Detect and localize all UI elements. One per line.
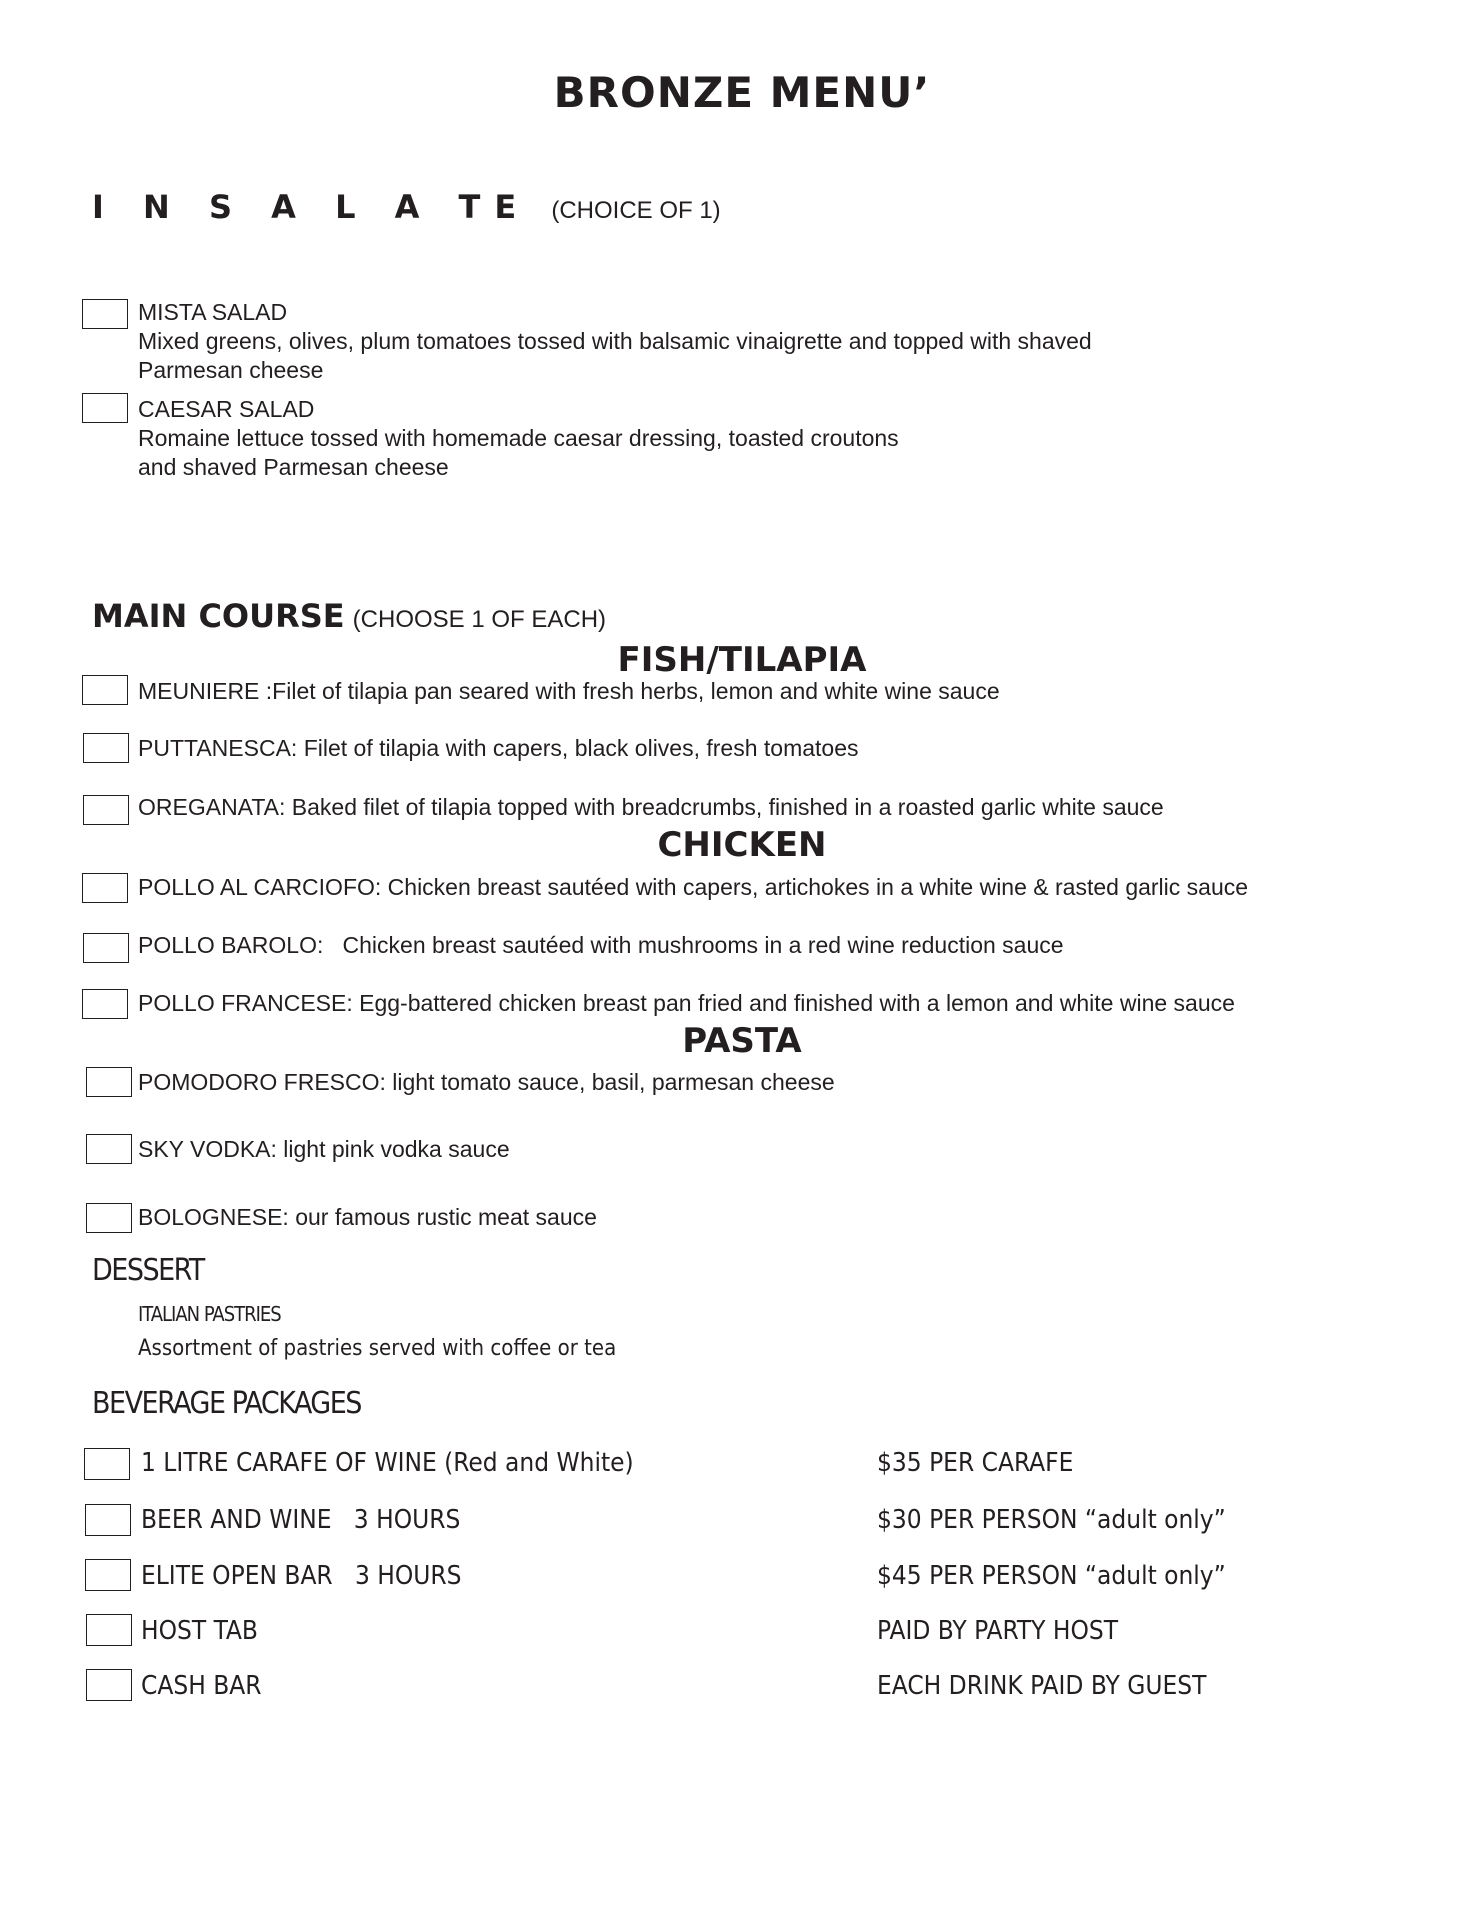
- meuniere-checkbox[interactable]: [82, 675, 128, 705]
- caesar-salad-desc-2: and shaved Parmesan cheese: [138, 454, 449, 480]
- insalate-subheading: (CHOICE OF 1): [551, 197, 721, 224]
- beverage-packages-heading: BEVERAGE PACKAGES: [92, 1386, 361, 1421]
- fish-category-heading: FISH/TILAPIA: [617, 640, 867, 680]
- beer-wine-name: BEER AND WINE 3 HOURS: [141, 1505, 461, 1535]
- mista-salad-item: [138, 298, 1092, 385]
- page-title: BRONZE MENU’: [553, 68, 931, 117]
- dessert-item-name: ITALIAN PASTRIES: [138, 1302, 281, 1326]
- meuniere-item: MEUNIERE :Filet of tilapia pan seared with fresh herbs, lemon and white wine sauce: [138, 678, 1000, 704]
- insalate-title: I N S A L A TE: [92, 188, 531, 226]
- pasta-category-heading: PASTA: [682, 1021, 802, 1061]
- mista-salad-name: MISTA SALAD: [138, 299, 288, 325]
- puttanesca-item: PUTTANESCA: Filet of tilapia with capers, black olives, fresh tomatoes: [138, 735, 859, 761]
- bolognese-item: BOLOGNESE: our famous rustic meat sauce: [138, 1204, 597, 1230]
- cash-bar-name: CASH BAR: [141, 1671, 262, 1701]
- beer-wine-price: $30 PER PERSON “adult only”: [877, 1505, 1226, 1535]
- caesar-salad-desc-1: Romaine lettuce tossed with homemade caesar dressing, toasted croutons: [138, 425, 899, 451]
- pollo-barolo-checkbox[interactable]: [83, 933, 129, 963]
- carafe-wine-price: $35 PER CARAFE: [877, 1448, 1074, 1478]
- bolognese-checkbox[interactable]: [86, 1203, 132, 1233]
- main-course-subheading: (CHOOSE 1 OF EACH): [352, 606, 607, 633]
- chicken-category-heading: CHICKEN: [657, 825, 827, 865]
- sky-vodka-item: SKY VODKA: light pink vodka sauce: [138, 1136, 510, 1162]
- main-course-title: MAIN COURSE: [92, 597, 345, 635]
- oreganata-item: OREGANATA: Baked filet of tilapia topped with breadcrumbs, finished in a roasted garlic white sauce: [138, 794, 1164, 820]
- main-course-heading: [92, 597, 606, 635]
- puttanesca-checkbox[interactable]: [83, 733, 129, 763]
- host-tab-checkbox[interactable]: [86, 1614, 132, 1646]
- cash-bar-price: EACH DRINK PAID BY GUEST: [877, 1671, 1207, 1701]
- pomodoro-fresco-checkbox[interactable]: [86, 1067, 132, 1097]
- beer-wine-checkbox[interactable]: [85, 1504, 131, 1536]
- pollo-al-carciofo-item: POLLO AL CARCIOFO: Chicken breast sautéed with capers, artichokes in a white wine & rasted garlic sauce: [138, 874, 1249, 900]
- host-tab-price: PAID BY PARTY HOST: [877, 1616, 1119, 1646]
- pollo-barolo-item: POLLO BAROLO: Chicken breast sautéed with mushrooms in a red wine reduction sauce: [138, 932, 1064, 958]
- elite-open-bar-name: ELITE OPEN BAR 3 HOURS: [141, 1561, 462, 1591]
- carafe-wine-checkbox[interactable]: [84, 1448, 130, 1480]
- carafe-wine-name: 1 LITRE CARAFE OF WINE (Red and White): [141, 1448, 634, 1478]
- caesar-salad-item: [138, 395, 899, 482]
- sky-vodka-checkbox[interactable]: [86, 1134, 132, 1164]
- caesar-salad-name: CAESAR SALAD: [138, 396, 315, 422]
- elite-open-bar-checkbox[interactable]: [85, 1559, 131, 1591]
- pollo-francese-checkbox[interactable]: [82, 989, 128, 1019]
- pollo-francese-item: POLLO FRANCESE: Egg-battered chicken breast pan fried and finished with a lemon and white wine sauce: [138, 990, 1235, 1016]
- pollo-al-carciofo-checkbox[interactable]: [82, 873, 128, 903]
- host-tab-name: HOST TAB: [141, 1616, 258, 1646]
- caesar-salad-checkbox[interactable]: [82, 393, 128, 423]
- mista-salad-desc-2: Parmesan cheese: [138, 357, 324, 383]
- mista-salad-checkbox[interactable]: [82, 299, 128, 329]
- dessert-item-desc: Assortment of pastries served with coffee or tea: [138, 1336, 617, 1361]
- cash-bar-checkbox[interactable]: [86, 1669, 132, 1701]
- insalate-heading: [92, 188, 721, 226]
- mista-salad-desc-1: Mixed greens, olives, plum tomatoes tossed with balsamic vinaigrette and topped with shaved: [138, 328, 1092, 354]
- pomodoro-fresco-item: POMODORO FRESCO: light tomato sauce, basil, parmesan cheese: [138, 1069, 835, 1095]
- oreganata-checkbox[interactable]: [83, 795, 129, 825]
- dessert-heading: DESSERT: [92, 1253, 204, 1288]
- elite-open-bar-price: $45 PER PERSON “adult only”: [877, 1561, 1226, 1591]
